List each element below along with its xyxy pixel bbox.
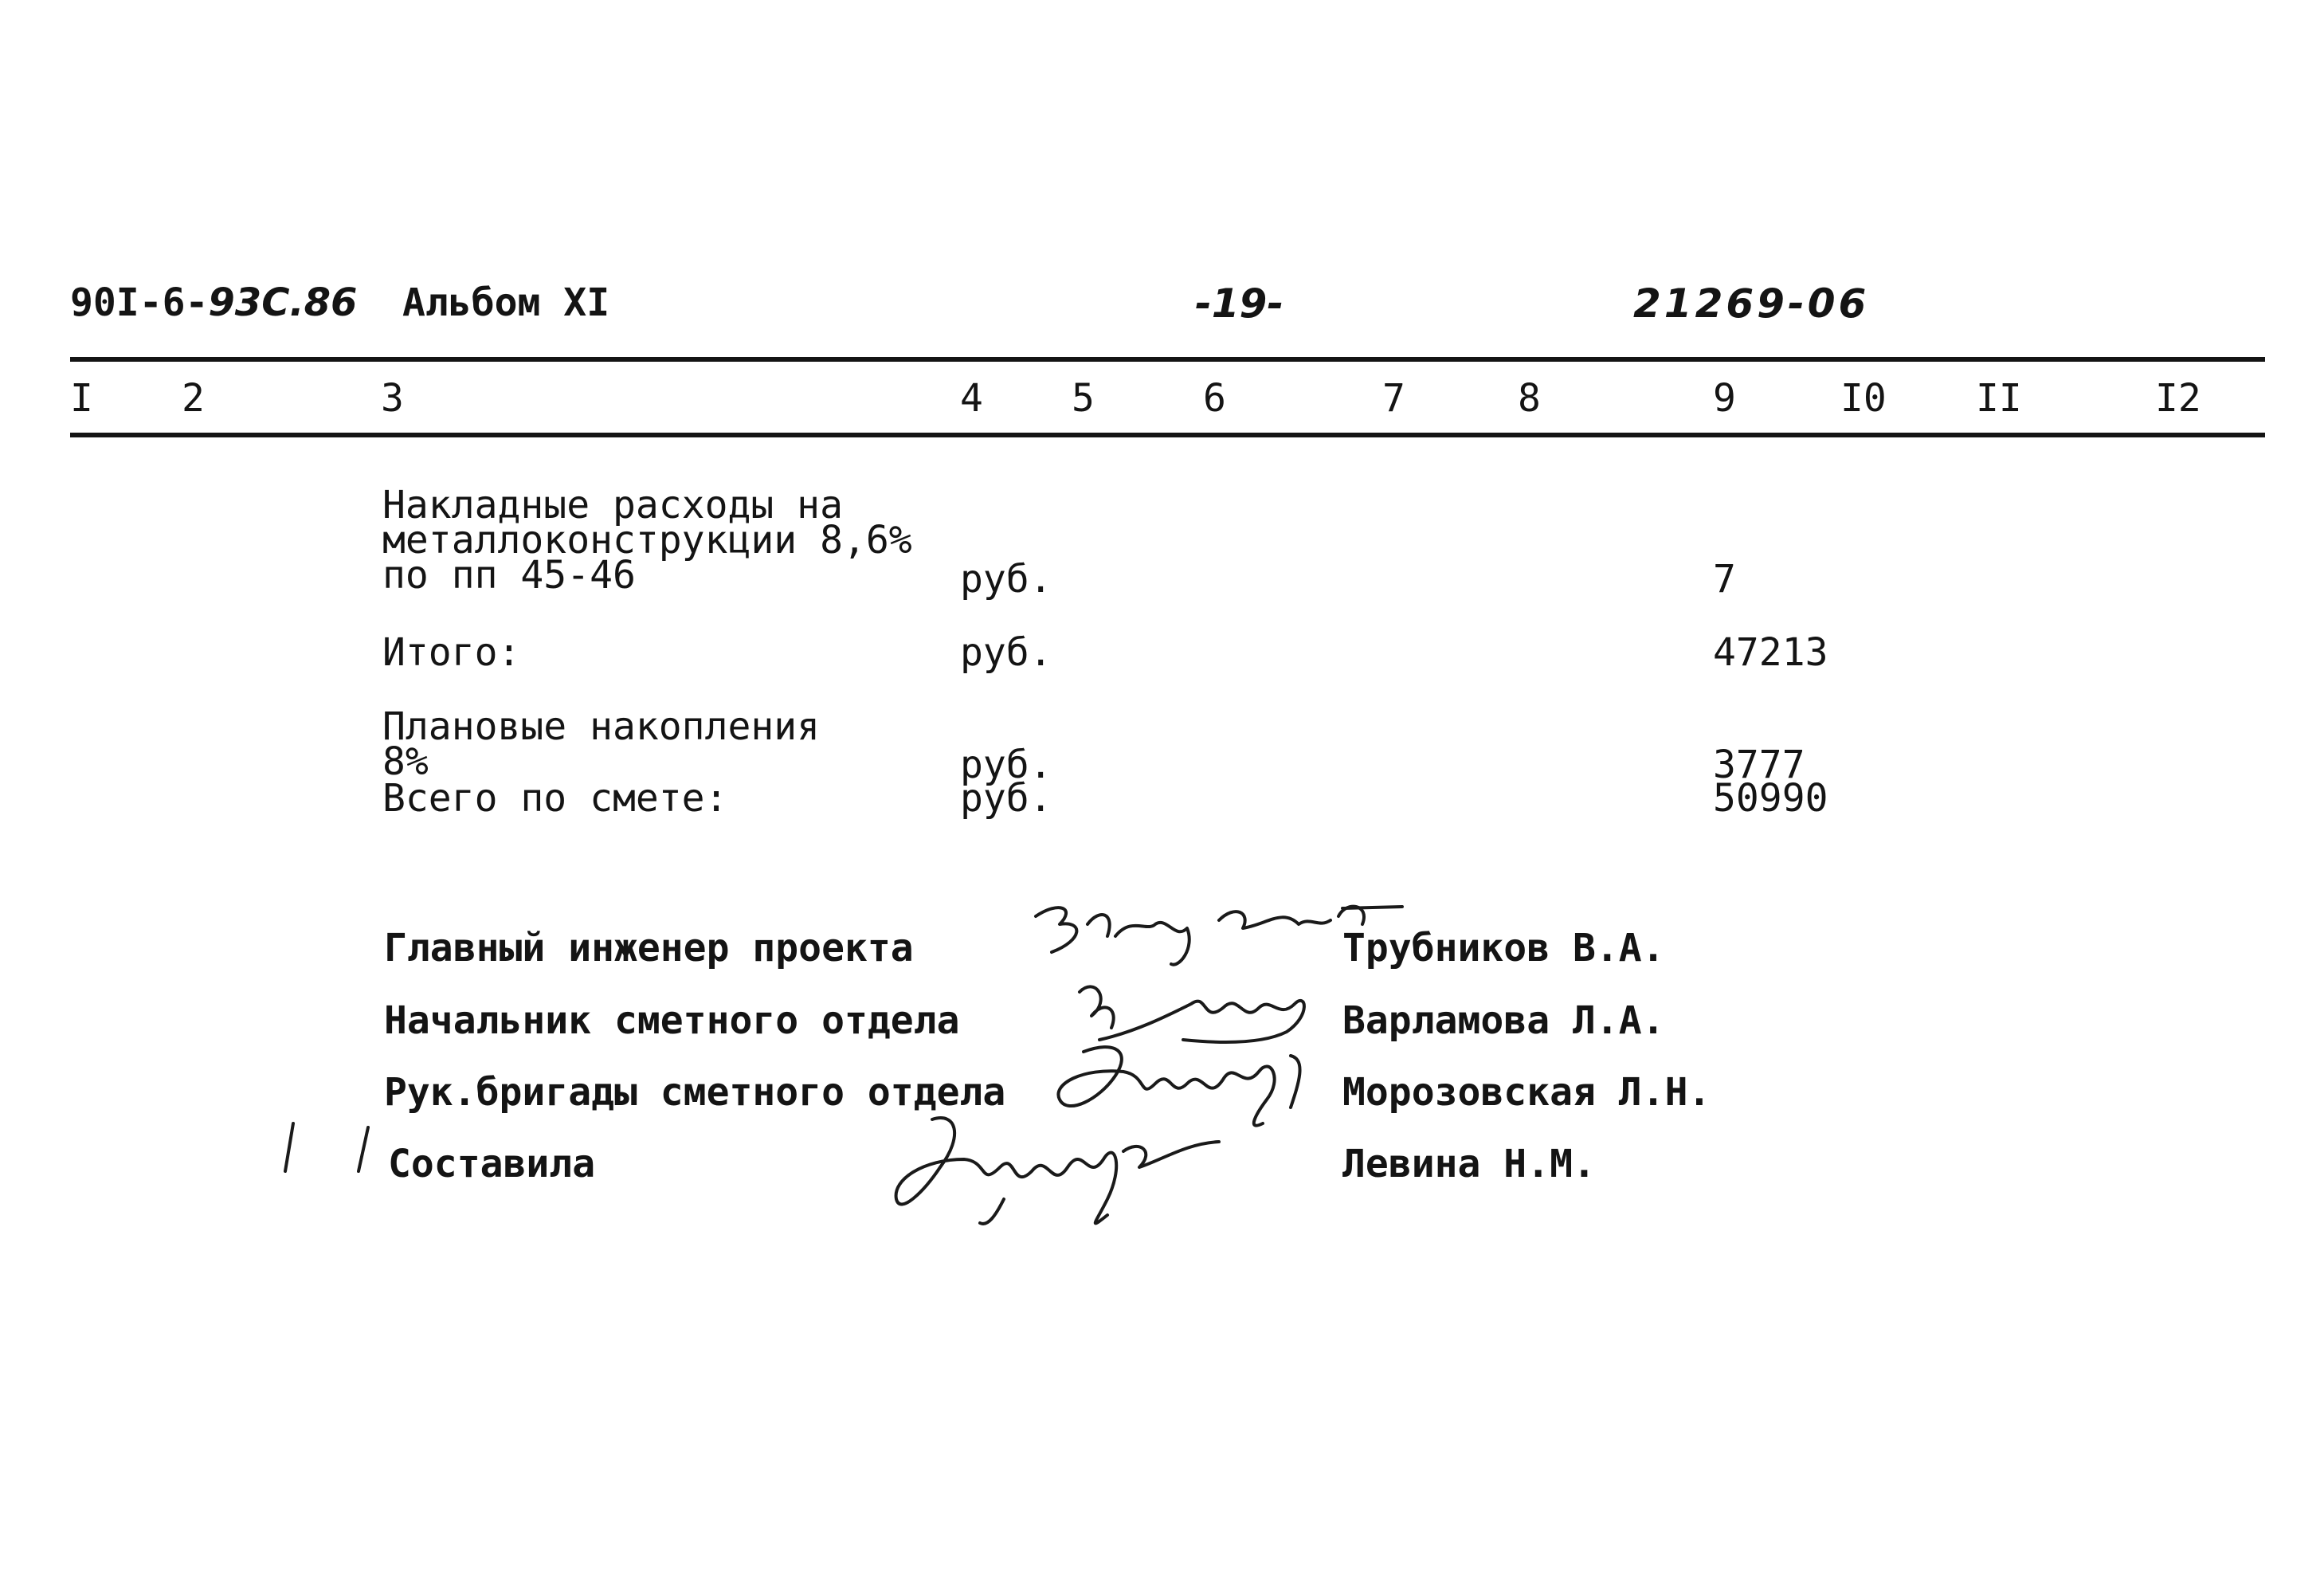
pen-mark	[351, 1123, 374, 1179]
signature-role: Начальник сметного отдела	[384, 998, 960, 1043]
planned-unit: руб.	[960, 743, 1052, 787]
total-unit: руб.	[960, 630, 1052, 675]
total-value: 47213	[1713, 630, 1828, 675]
overhead-description	[382, 483, 912, 598]
header-rule-top	[70, 357, 2265, 362]
column-number: I	[70, 376, 93, 421]
overhead-line: по пп 45-46	[382, 553, 636, 598]
signature-name: Трубников В.А.	[1342, 926, 1665, 970]
column-number: 7	[1382, 376, 1405, 421]
column-number: 3	[381, 376, 404, 421]
overhead-value: 7	[1713, 557, 1736, 602]
grand-total-value: 50990	[1713, 776, 1828, 821]
planned-value: 3777	[1713, 743, 1805, 787]
column-number: 2	[182, 376, 205, 421]
signature-name: Варламова Л.А.	[1342, 998, 1665, 1043]
signature-role: Главный инженер проекта	[384, 926, 914, 970]
column-number: I0	[1840, 376, 1887, 421]
signature-name: Левина Н.М.	[1342, 1142, 1596, 1186]
column-number: 4	[960, 376, 983, 421]
column-number: II	[1976, 376, 2022, 421]
grand-total-unit: руб.	[960, 776, 1052, 821]
column-number: 9	[1713, 376, 1736, 421]
column-number: 6	[1203, 376, 1226, 421]
album-label: Альбом XI	[402, 280, 610, 325]
column-number: I2	[2155, 376, 2201, 421]
signature-role: Составила	[388, 1142, 596, 1186]
overhead-unit: руб.	[960, 557, 1052, 602]
grand-total-label: Всего по смете:	[382, 776, 728, 821]
overhead-line: Накладные расходы на	[382, 483, 843, 527]
signature-role: Рук.бригады сметного отдела	[384, 1070, 1006, 1115]
page-number: -19-	[1195, 280, 1284, 327]
doc-code	[70, 280, 357, 325]
doc-code-typed: 90I-6-	[70, 280, 209, 325]
signature-name: Морозовская Л.Н.	[1342, 1070, 1711, 1115]
doc-code-handwritten: 93С.86	[208, 280, 358, 325]
header-rule-bottom	[70, 433, 2265, 437]
total-label: Итого:	[382, 630, 521, 675]
document-number: 21269-06	[1633, 280, 1870, 327]
planned-line: Плановые накопления	[382, 704, 821, 749]
signature-chief-engineer	[1028, 892, 1410, 980]
overhead-line: металлоконструкции 8,6%	[382, 518, 912, 563]
column-number: 8	[1518, 376, 1541, 421]
column-number: 5	[1072, 376, 1095, 421]
planned-line: 8%	[382, 739, 429, 784]
signature-compiler	[884, 1104, 1235, 1231]
planned-description	[382, 704, 821, 784]
